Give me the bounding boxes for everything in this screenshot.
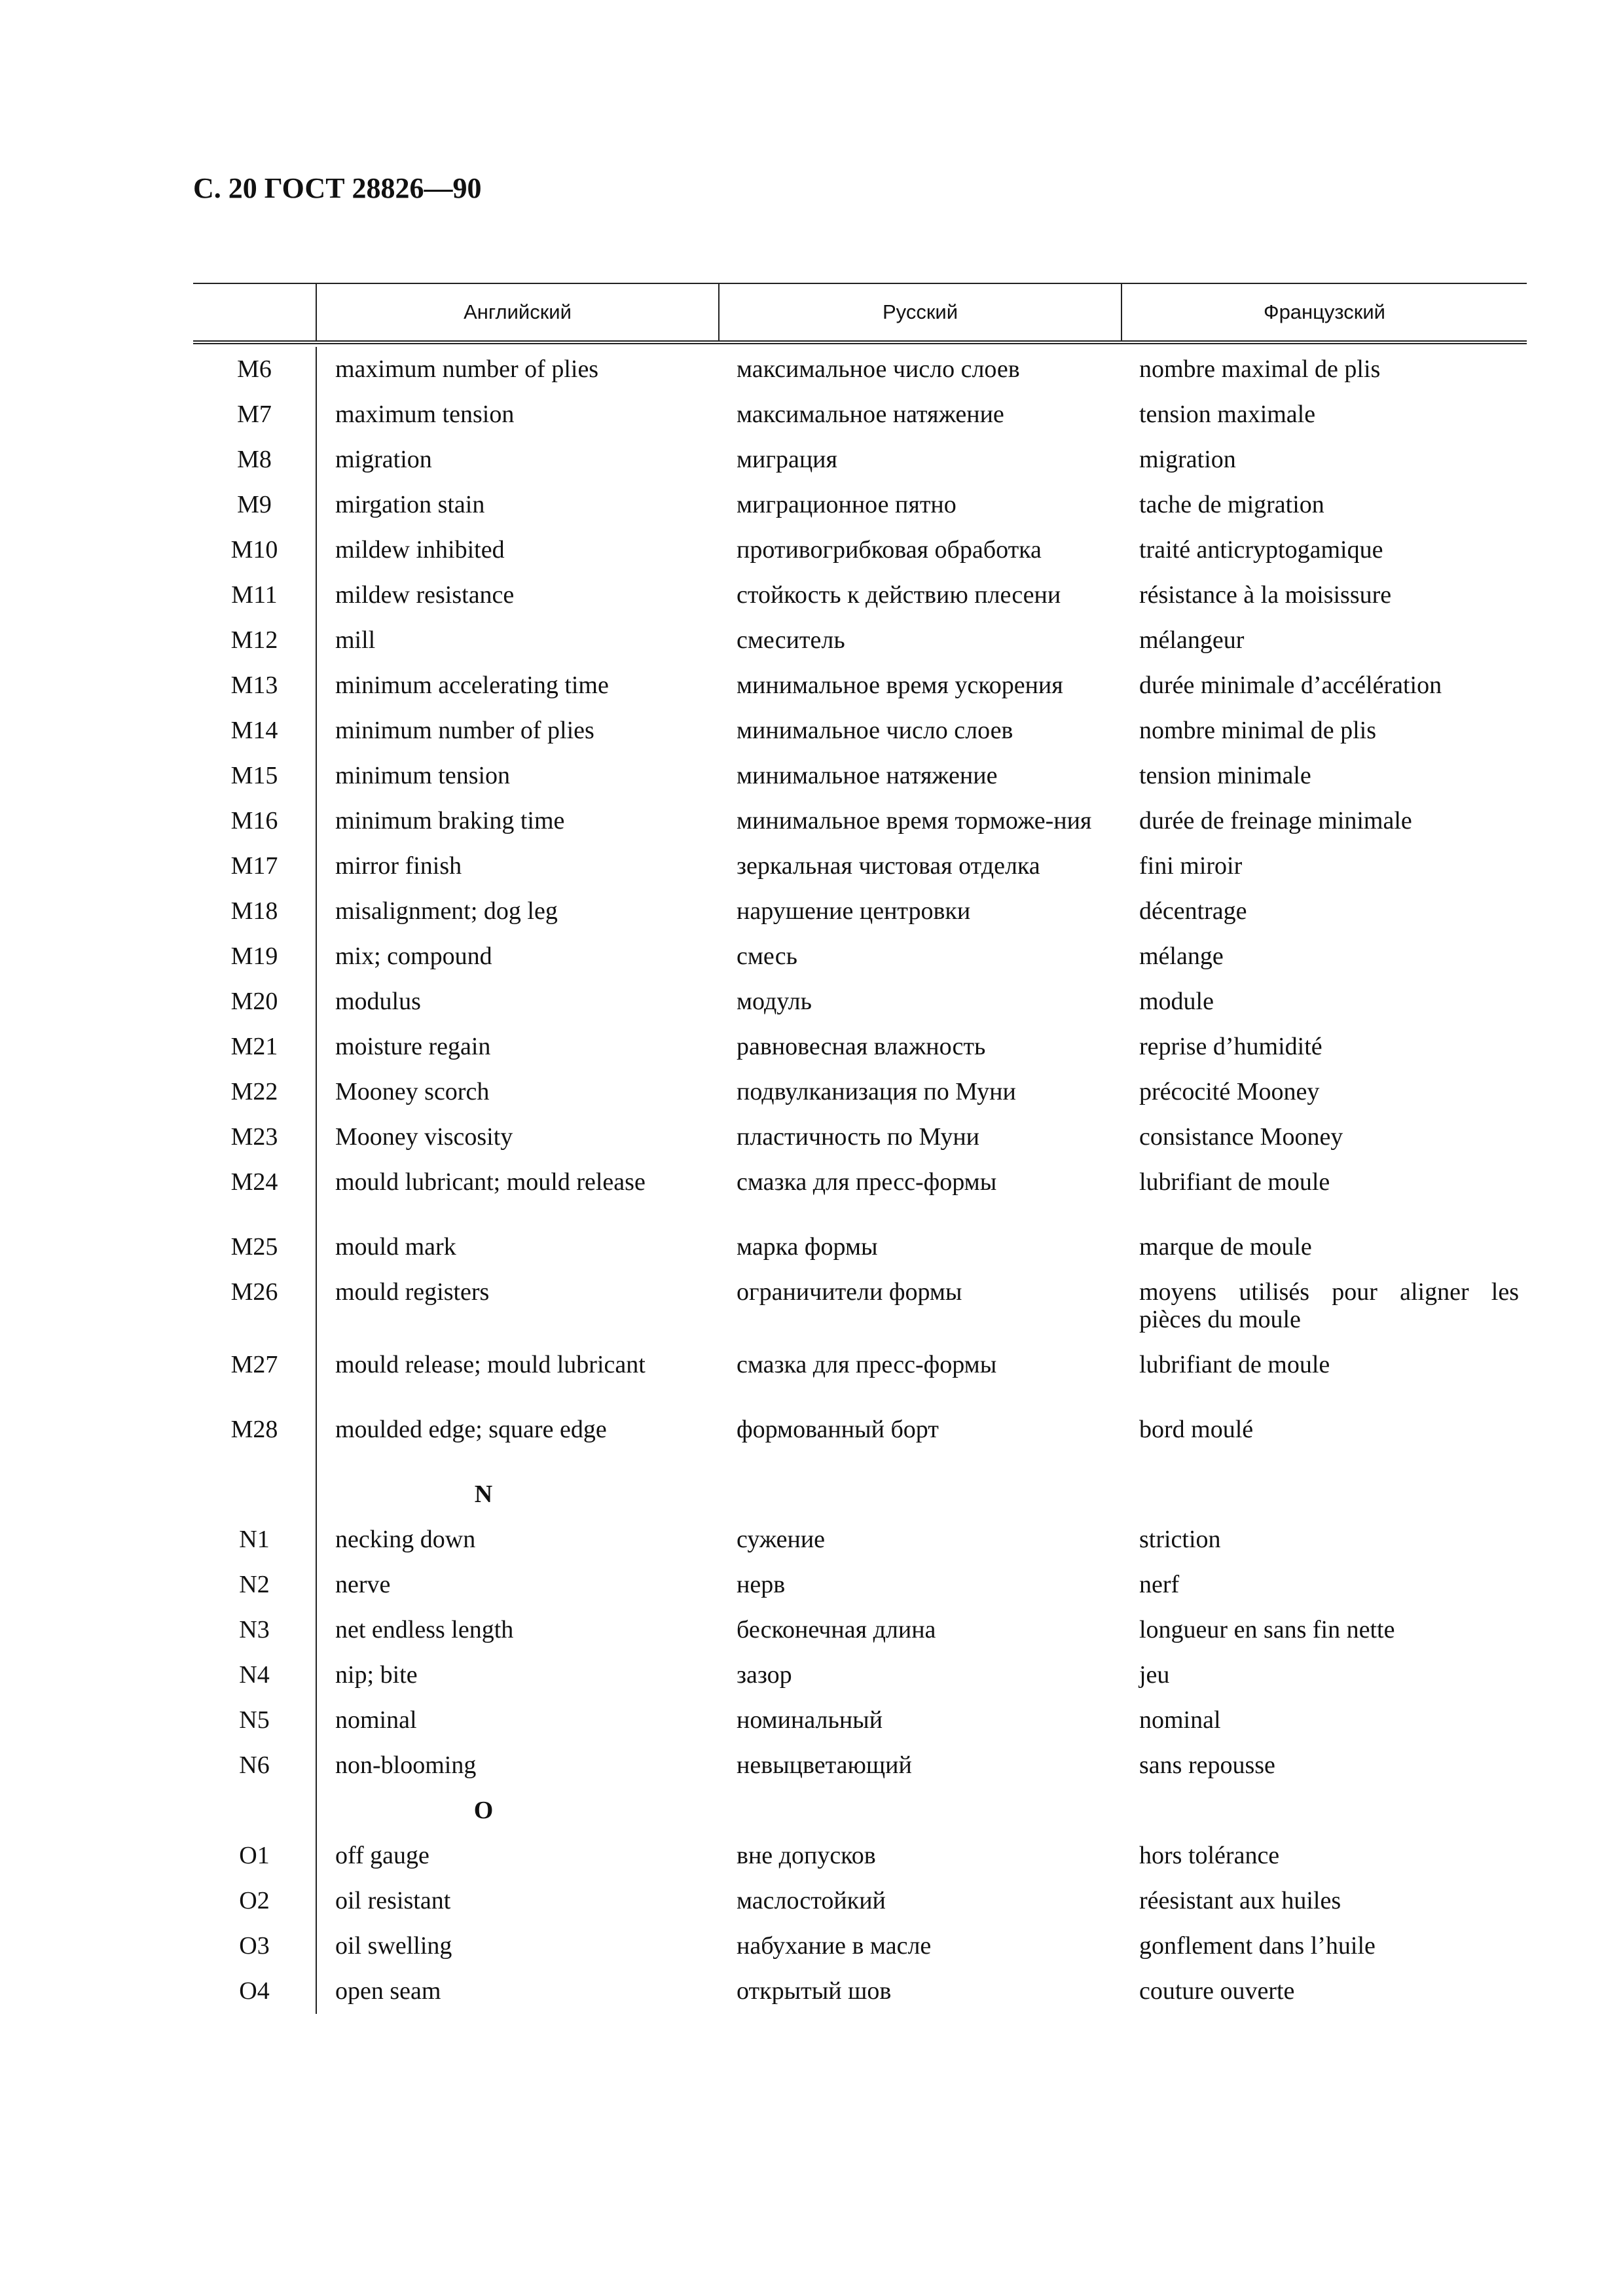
table-row [193, 1115, 1527, 1160]
term-french: mélange [1139, 942, 1224, 970]
term-russian: зазор [737, 1661, 792, 1689]
term-french: fini miroir [1139, 852, 1243, 880]
section-row [193, 1788, 1527, 1833]
term-code: M18 [230, 897, 278, 925]
term-russian: открытый шов [737, 1977, 892, 2005]
term-english: mould mark [316, 1225, 718, 1270]
term-code: M12 [230, 626, 278, 654]
section-empty-ru [718, 1788, 1121, 1833]
term-russian: миграционное пятно [737, 491, 957, 518]
term-french: moyens utilisés pour aligner les pièces du moule [1139, 1278, 1519, 1333]
term-english: mix; compound [316, 934, 718, 979]
term-english: migration [316, 437, 718, 482]
table-row [193, 1069, 1527, 1115]
term-russian: номинальный [737, 1706, 883, 1734]
term-code: M28 [230, 1416, 278, 1443]
term-french: jeu [1139, 1661, 1170, 1689]
term-english: nominal [316, 1698, 718, 1743]
term-english: open seam [316, 1969, 718, 2014]
term-russian: смесь [737, 942, 797, 970]
term-russian: сужение [737, 1526, 826, 1553]
term-russian: нарушение центровки [737, 897, 971, 925]
table-row [193, 1270, 1527, 1342]
table-row [193, 1407, 1527, 1472]
term-russian: противогрибковая обработка [737, 536, 1042, 564]
term-french: module [1139, 988, 1214, 1015]
term-french: lubrifiant de moule [1139, 1351, 1330, 1378]
term-english: minimum braking time [316, 798, 718, 844]
term-code: N1 [239, 1526, 270, 1553]
term-english: minimum tension [316, 753, 718, 798]
term-code: O4 [239, 1977, 270, 2005]
term-code: M14 [230, 717, 278, 744]
table-row [193, 1607, 1527, 1653]
term-english: misalignment; dog leg [316, 889, 718, 934]
term-french: durée minimale d’accélération [1139, 672, 1442, 699]
term-code: M8 [237, 446, 272, 473]
table-row [193, 1517, 1527, 1562]
table-row [193, 1653, 1527, 1698]
table-row [193, 889, 1527, 934]
table-row [193, 844, 1527, 889]
section-letter: O [473, 1797, 494, 1824]
term-french: décentrage [1139, 897, 1247, 925]
term-russian: миграция [737, 446, 837, 473]
section-code-cell [193, 1788, 316, 1833]
term-russian: смазка для пресс-формы [737, 1351, 997, 1378]
term-russian: марка формы [737, 1233, 878, 1261]
term-english: mould release; mould lubricant [316, 1342, 718, 1407]
term-english: nip; bite [316, 1653, 718, 1698]
term-english: mildew resistance [316, 573, 718, 618]
section-letter: N [474, 1480, 493, 1508]
term-russian: смеситель [737, 626, 845, 654]
term-french: nombre minimal de plis [1139, 717, 1377, 744]
term-code: M9 [237, 491, 272, 518]
term-code: O1 [239, 1842, 270, 1869]
table-row [193, 1024, 1527, 1069]
term-russian: маслостойкий [737, 1887, 886, 1914]
table-row [193, 1225, 1527, 1270]
term-russian: бесконечная длина [737, 1616, 936, 1643]
term-russian: подвулканизация по Муни [737, 1078, 1016, 1105]
term-english: mirgation stain [316, 482, 718, 528]
term-code: M27 [230, 1351, 278, 1378]
term-russian: вне допусков [737, 1842, 876, 1869]
table-row [193, 1743, 1527, 1788]
term-russian: нерв [737, 1571, 786, 1598]
term-french: tension maximale [1139, 401, 1316, 428]
term-french: nominal [1139, 1706, 1221, 1734]
term-english: oil resistant [316, 1878, 718, 1924]
term-russian: минимальное натяжение [737, 762, 998, 789]
table-body [193, 344, 1527, 2014]
term-english: minimum number of plies [316, 708, 718, 753]
term-english: mirror finish [316, 844, 718, 889]
term-english: maximum number of plies [316, 347, 718, 392]
header-french: Французский [1121, 284, 1527, 340]
header-english: Английский [316, 284, 718, 340]
term-english: moulded edge; square edge [316, 1407, 718, 1472]
term-russian: невыцветающий [737, 1751, 912, 1779]
section-empty-fr [1121, 1472, 1527, 1517]
table-row [193, 347, 1527, 392]
term-english: modulus [316, 979, 718, 1024]
term-code: M25 [230, 1233, 278, 1261]
term-code: N4 [239, 1661, 270, 1689]
table-row [193, 1698, 1527, 1743]
term-english: mould registers [316, 1270, 718, 1342]
term-english: maximum tension [316, 392, 718, 437]
term-code: M6 [237, 355, 272, 383]
term-french: durée de freinage minimale [1139, 807, 1412, 834]
term-russian: минимальное время торможе-ния [737, 807, 1092, 834]
term-code: M23 [230, 1123, 278, 1151]
table-row [193, 392, 1527, 437]
term-french: longueur en sans fin nette [1139, 1616, 1395, 1643]
term-french: nombre maximal de plis [1139, 355, 1381, 383]
term-french: gonflement dans l’huile [1139, 1932, 1376, 1960]
term-code: M26 [230, 1278, 278, 1306]
term-code: O2 [239, 1887, 270, 1914]
term-code: M16 [230, 807, 278, 834]
term-code: M22 [230, 1078, 278, 1105]
table-row [193, 934, 1527, 979]
table-row [193, 1160, 1527, 1225]
table-row [193, 1924, 1527, 1969]
term-french: nerf [1139, 1571, 1180, 1598]
term-english: non-blooming [316, 1743, 718, 1788]
term-french: bord moulé [1139, 1416, 1254, 1443]
term-french: précocité Mooney [1139, 1078, 1320, 1105]
term-french: lubrifiant de moule [1139, 1168, 1330, 1196]
term-english: mildew inhibited [316, 528, 718, 573]
term-code: M24 [230, 1168, 278, 1196]
section-row [193, 1472, 1527, 1517]
term-english: net endless length [316, 1607, 718, 1653]
table-row [193, 573, 1527, 618]
term-russian: минимальное время ускорения [737, 672, 1063, 699]
term-french: consistance Mooney [1139, 1123, 1343, 1151]
term-code: N6 [239, 1751, 270, 1779]
term-english: Mooney scorch [316, 1069, 718, 1115]
term-english: mill [316, 618, 718, 663]
table-row [193, 1878, 1527, 1924]
table-row [193, 1833, 1527, 1878]
term-french: tension minimale [1139, 762, 1311, 789]
table-row [193, 663, 1527, 708]
term-russian: пластичность по Муни [737, 1123, 980, 1151]
table-row [193, 708, 1527, 753]
term-english: oil swelling [316, 1924, 718, 1969]
term-english: mould lubricant; mould release [316, 1160, 718, 1225]
table-header [193, 284, 1527, 344]
term-english: nerve [316, 1562, 718, 1607]
term-russian: набухание в масле [737, 1932, 932, 1960]
term-french: traité anticryptogamique [1139, 536, 1383, 564]
term-russian: формованный борт [737, 1416, 939, 1443]
term-french: couture ouverte [1139, 1977, 1295, 2005]
term-english: Mooney viscosity [316, 1115, 718, 1160]
term-code: M13 [230, 672, 278, 699]
header-code-cell [193, 284, 316, 340]
table-row [193, 1969, 1527, 2014]
term-russian: равновесная влажность [737, 1033, 986, 1060]
section-code-cell [193, 1472, 316, 1517]
term-code: M11 [231, 581, 278, 609]
table-row [193, 753, 1527, 798]
term-code: M15 [230, 762, 278, 789]
table-row [193, 618, 1527, 663]
term-code: N5 [239, 1706, 270, 1734]
table-row [193, 1562, 1527, 1607]
section-empty-ru [718, 1472, 1121, 1517]
term-english: moisture regain [316, 1024, 718, 1069]
table-row [193, 437, 1527, 482]
section-letter-cell [316, 1472, 718, 1517]
term-russian: зеркальная чистовая отделка [737, 852, 1040, 880]
table-row [193, 979, 1527, 1024]
table-row [193, 798, 1527, 844]
term-russian: максимальное натяжение [737, 401, 1004, 428]
term-russian: модуль [737, 988, 812, 1015]
term-russian: смазка для пресс-формы [737, 1168, 997, 1196]
table-row [193, 1342, 1527, 1407]
term-french: résistance à la moisissure [1139, 581, 1392, 609]
section-letter-cell [316, 1788, 718, 1833]
term-english: off gauge [316, 1833, 718, 1878]
table-row [193, 528, 1527, 573]
term-french: mélangeur [1139, 626, 1245, 654]
section-empty-fr [1121, 1788, 1527, 1833]
term-french: réesistant aux huiles [1139, 1887, 1341, 1914]
term-code: M7 [237, 401, 272, 428]
term-code: N3 [239, 1616, 270, 1643]
term-french: tache de migration [1139, 491, 1324, 518]
term-french: marque de moule [1139, 1233, 1312, 1261]
term-code: M19 [230, 942, 278, 970]
term-code: M20 [230, 988, 278, 1015]
term-english: necking down [316, 1517, 718, 1562]
term-russian: минимальное число слоев [737, 717, 1013, 744]
term-code: M10 [230, 536, 278, 564]
term-code: M21 [230, 1033, 278, 1060]
term-russian: максимальное число слоев [737, 355, 1020, 383]
term-code: M17 [230, 852, 278, 880]
header-russian: Русский [718, 284, 1121, 340]
term-french: striction [1139, 1526, 1221, 1553]
term-code: O3 [239, 1932, 270, 1960]
glossary-table [193, 283, 1527, 2014]
table-row [193, 482, 1527, 528]
term-french: reprise d’humidité [1139, 1033, 1322, 1060]
term-russian: стойкость к действию плесени [737, 581, 1061, 609]
term-russian: ограничители формы [737, 1278, 962, 1306]
term-english: minimum accelerating time [316, 663, 718, 708]
page-header: С. 20 ГОСТ 28826—90 [193, 172, 482, 204]
term-code: N2 [239, 1571, 270, 1598]
term-french: sans repousse [1139, 1751, 1275, 1779]
term-french: hors tolérance [1139, 1842, 1280, 1869]
term-french: migration [1139, 446, 1236, 473]
